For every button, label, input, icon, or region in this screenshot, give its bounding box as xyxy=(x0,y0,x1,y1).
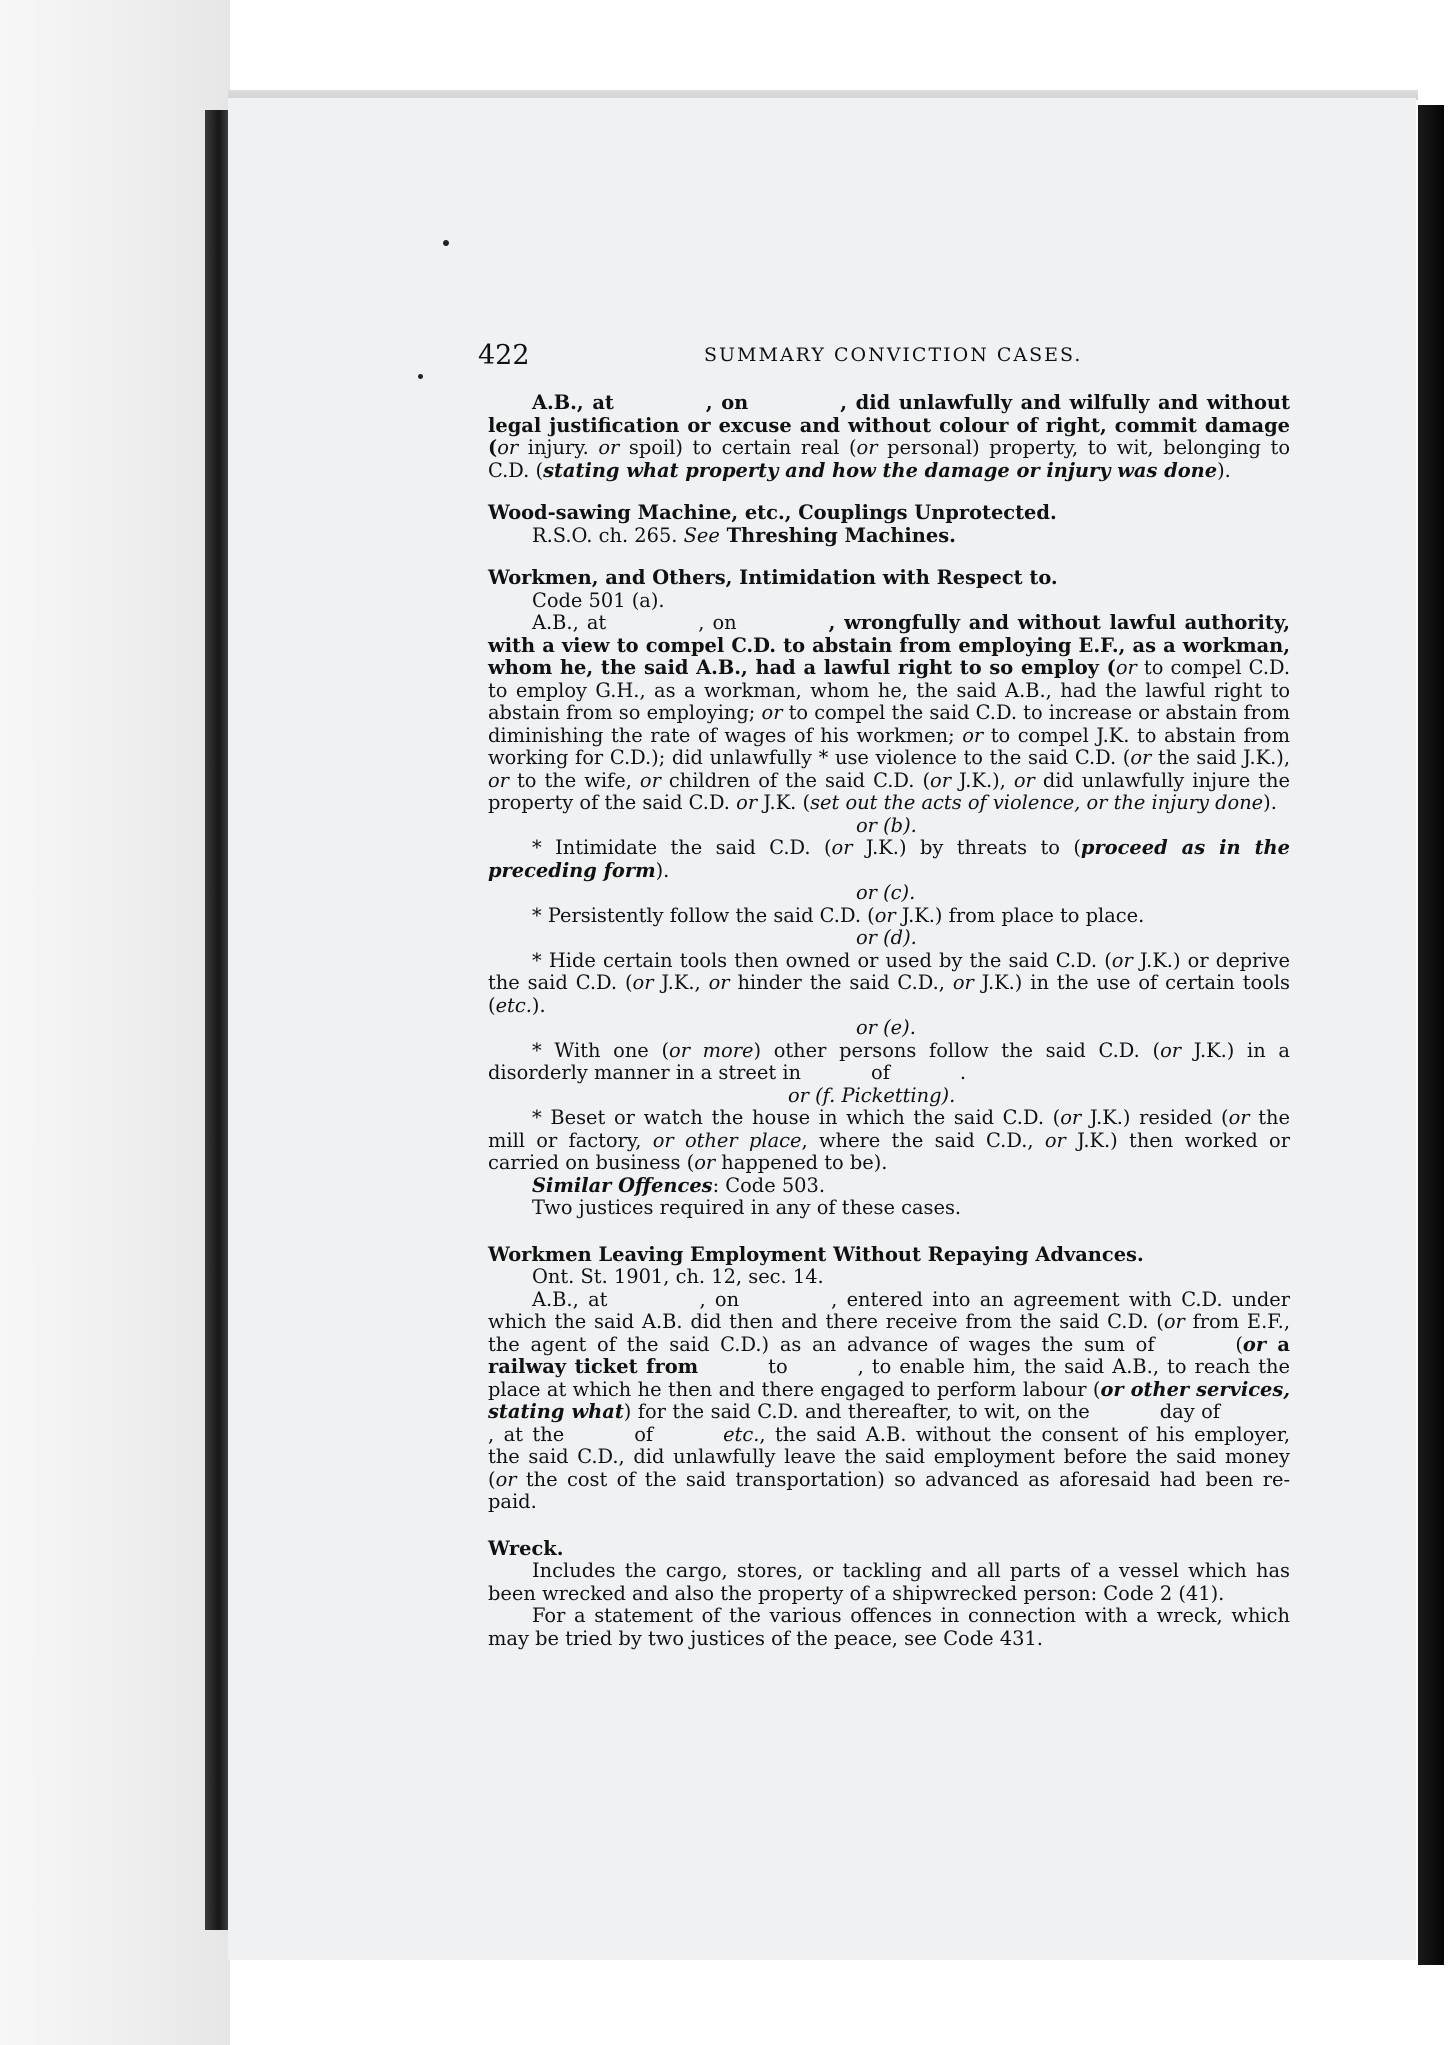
scan-speck xyxy=(443,240,449,246)
scan-background-left xyxy=(0,0,230,2045)
alternative-f-label: or (f. Picketting). xyxy=(788,1083,956,1107)
alternative-e-label: or (e). xyxy=(856,1016,916,1039)
scan-speck xyxy=(418,374,423,379)
alternative-c-label: or (c). xyxy=(856,881,916,904)
wood-sawing-reference: R.S.O. ch. 265. See Threshing Machines. xyxy=(532,523,956,547)
page-number: 422 xyxy=(478,340,530,371)
workmen-form-f-paragraph: * Beset or watch the house in which the said C.D. (or J.K.) resided (or the mill or factory, or other place, where the said C.D., or J.K.) then worked or carried on business (or happened to be). xyxy=(488,1106,1290,1174)
page-right-edge xyxy=(1418,105,1444,1965)
workmen-form-a-paragraph: A.B., at , on , wrongfully and without lawful authority, with a view to compel C.D. to abstain from employing E.F., as a workman, whom he, the said A.B., had a lawful right to so employ (or to compel C.D. to employ G.H., as a workman, whom he, the said A.B., had the lawful right to abstain from so employing; or to compel the said C.D. to increase or abstain from diminishing the rate of wages of his workmen; or to compel J.K. to abstain from working for C.D.); did unlawfully * use violence to the said C.D. (or the said J.K.), or to the wife, or children of the said C.D. (or J.K.), or did unlawfully injure the property of the said C.D. or J.K. (set out the acts of violence, or the injury done). xyxy=(488,611,1291,814)
page-header xyxy=(478,340,1286,380)
alternative-b-label: or (b). xyxy=(856,813,917,837)
wreck-definition-paragraph: Includes the cargo, stores, or tackling and all parts of a vessel which has been wrecked and also the property of a shipwrecked person: Code 2 (41). xyxy=(488,1559,1290,1605)
workmen-code-reference: Code 501 (a). xyxy=(532,588,665,612)
workmen-form-b-paragraph: * Intimidate the said C.D. (or J.K.) by threats to (proceed as in the preceding form). xyxy=(488,836,1290,882)
section-heading-workmen-advances: Workmen Leaving Employment Without Repaying Advances. xyxy=(488,1242,1144,1266)
alternative-d-label: or (d). xyxy=(856,926,917,949)
workmen-form-d-paragraph: * Hide certain tools then owned or used by the said C.D. (or J.K.) or deprive the said C.D. (or J.K., or hinder the said C.D., or J.K.) in the use of certain tools (etc.). xyxy=(488,948,1291,1017)
section-heading-wreck: Wreck. xyxy=(488,1536,564,1560)
advances-statute-reference: Ont. St. 1901, ch. 12, sec. 14. xyxy=(532,1265,824,1288)
section-heading-wood-sawing: Wood-sawing Machine, etc., Couplings Unprotected. xyxy=(488,501,1057,524)
damage-form-paragraph: A.B., at , on , did unlawfully and wilfully and without legal justification or excuse and without colour of right, commit damage (or injury. or spoil) to certain real (or personal) property, to wit, belonging to C.D. (stating what property and how the damage or injury was done). xyxy=(488,391,1290,482)
workmen-form-c-paragraph: * Persistently follow the said C.D. (or J.K.) from place to place. xyxy=(532,903,1145,927)
workmen-form-e-paragraph: * With one (or more) other persons follow the said C.D. (or J.K.) in a disorderly manner in a street in of . xyxy=(488,1038,1290,1084)
similar-offences-note: Similar Offences: Code 503. xyxy=(532,1173,826,1197)
advances-form-paragraph: A.B., at , on , entered into an agreement with C.D. under which the said A.B. did then and there receive from the said C.D. (or from E.F., the agent of the said C.D.) as an advance of wages the sum of (or a railway ticket from to , to enable him, the said A.B., to reach the place at which he then and there engaged to perform labour (or other services, stating what) for the said C.D. and thereafter, to wit, on the day of, at the of etc., the said A.B. without the consent of his employer, the said C.D., did unlawfully leave the said employment before the said money (or the cost of the said transportation) so advanced as aforesaid had been re-paid. xyxy=(488,1287,1291,1513)
running-head: SUMMARY CONVICTION CASES. xyxy=(704,344,1083,366)
text-column xyxy=(488,392,1290,1650)
two-justices-note: Two justices required in any of these cases. xyxy=(532,1196,962,1219)
section-heading-workmen-intimidation: Workmen, and Others, Intimidation with Respect to. xyxy=(488,566,1058,589)
wreck-offences-paragraph: For a statement of the various offences in connection with a wreck, which may be tried by two justices of the peace, see Code 431. xyxy=(488,1604,1290,1650)
